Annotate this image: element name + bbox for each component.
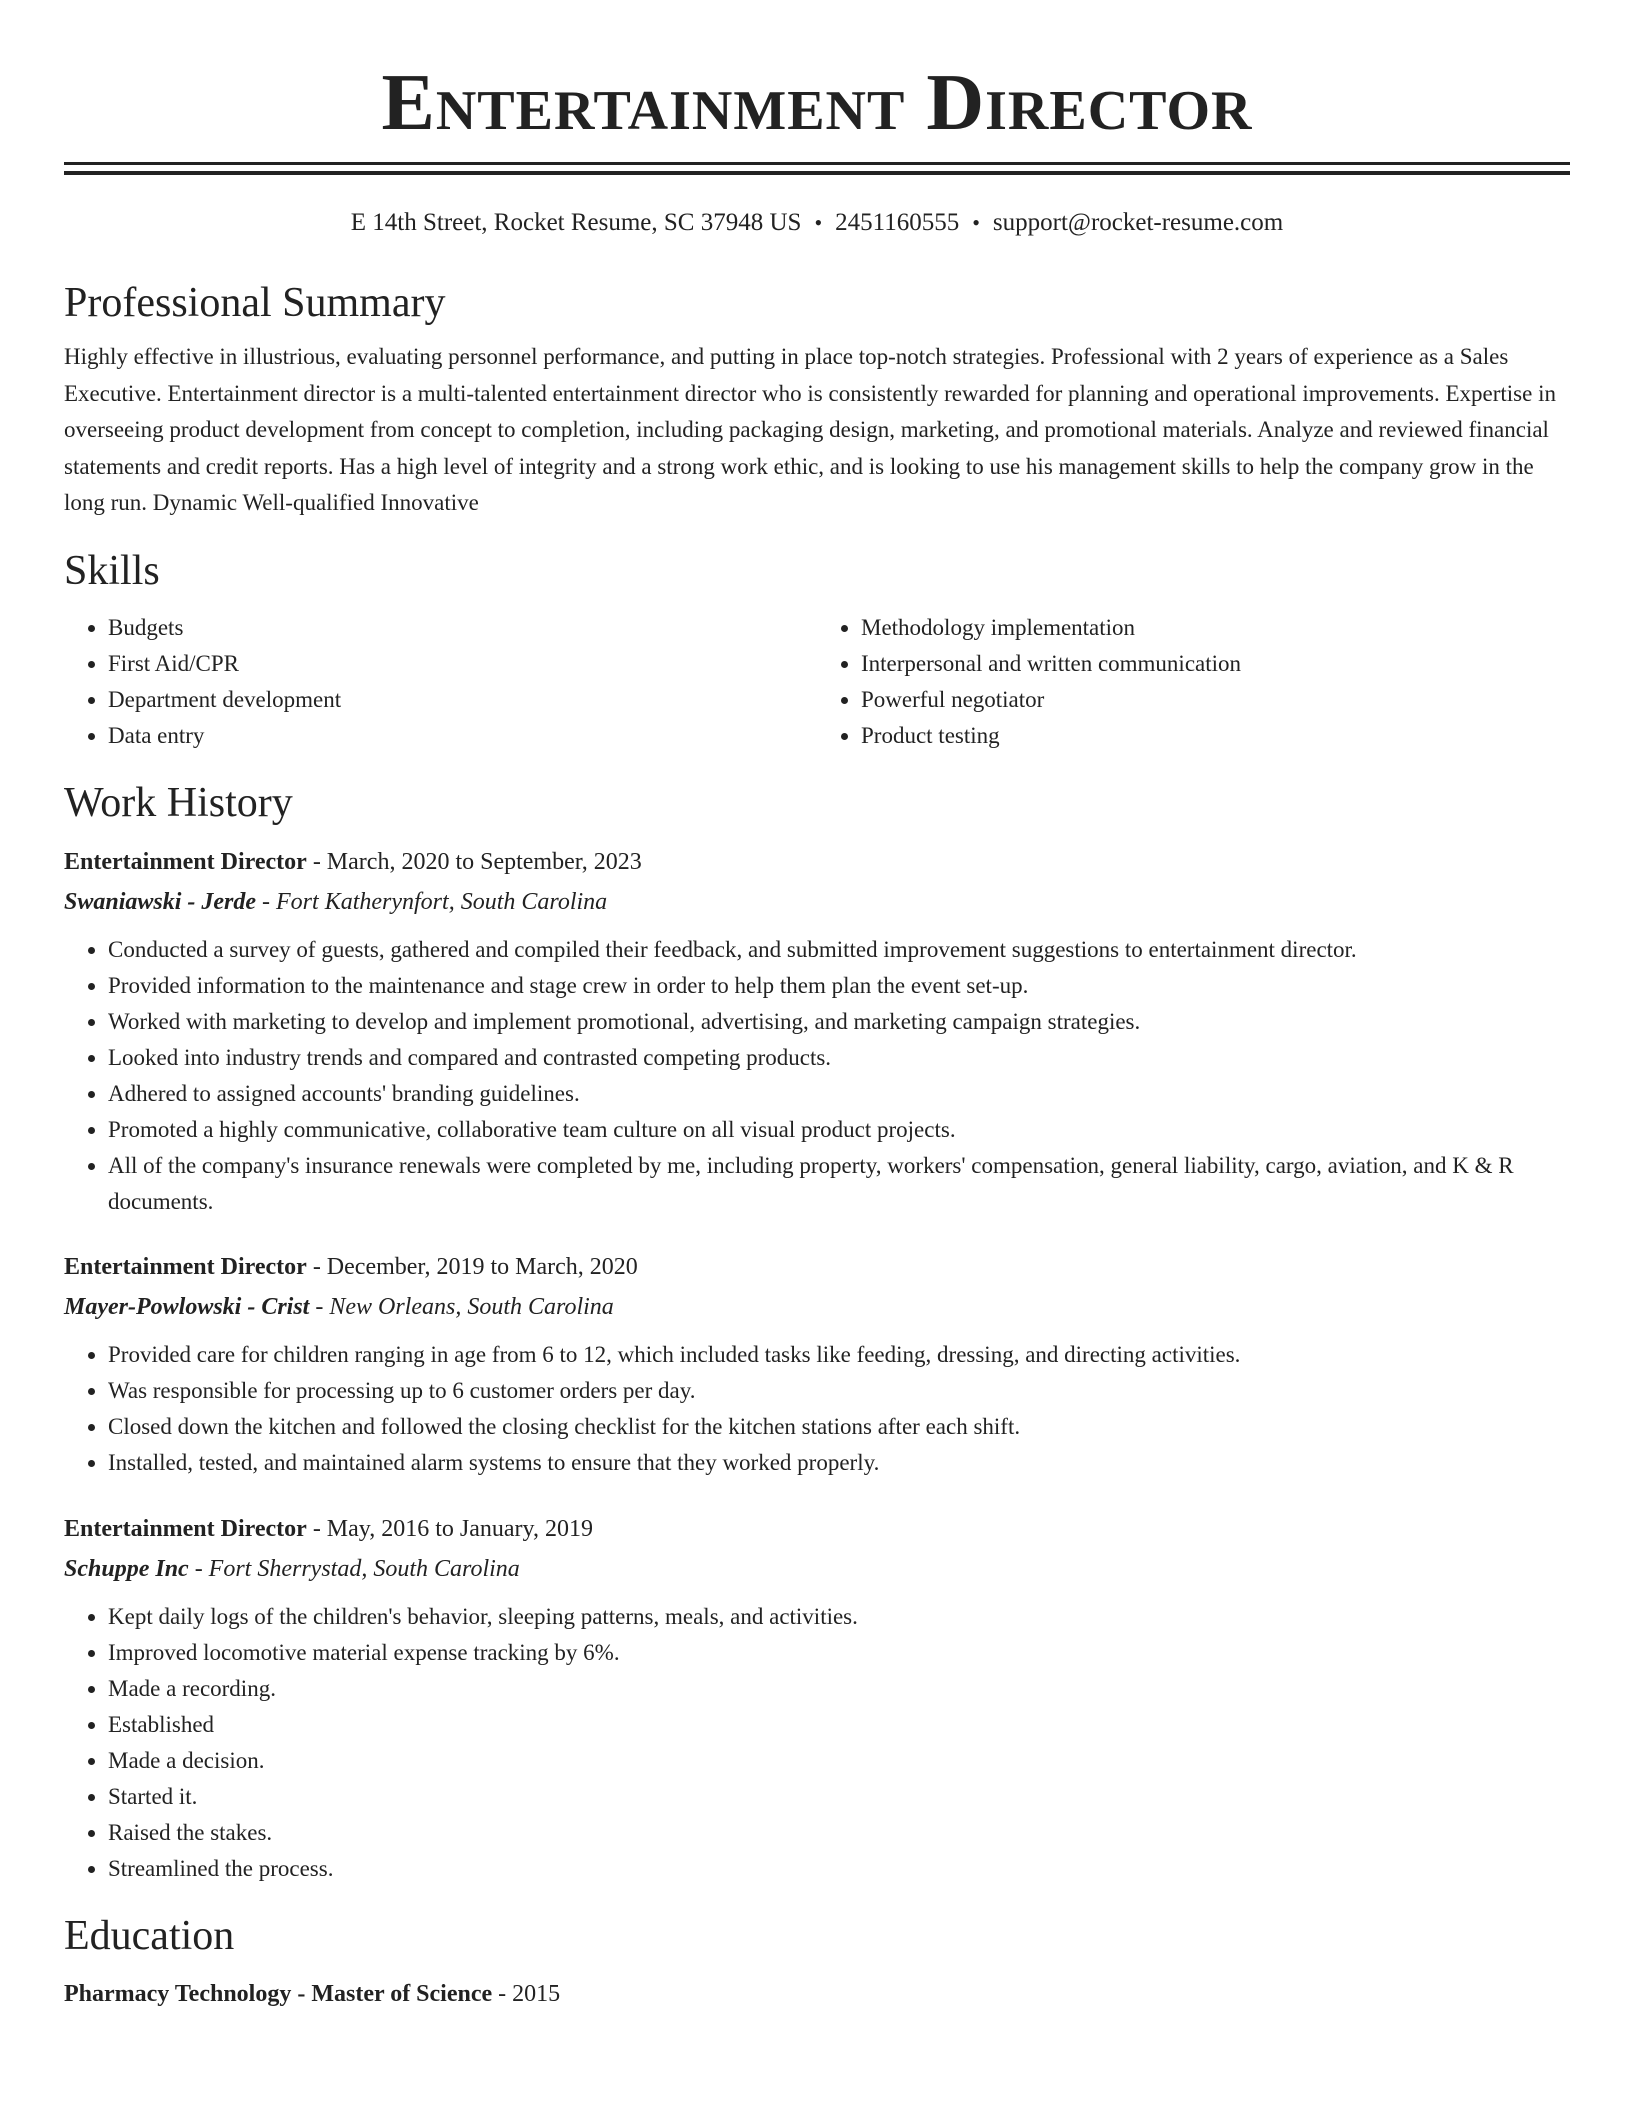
skills-heading: Skills [64, 547, 160, 594]
job-dates: - May, 2016 to January, 2019 [306, 1515, 593, 1542]
job-bullet: • Provided care for children ranging in age from 6 to 12, which included tasks like feeding, dressing, and directing activities. [108, 1337, 1570, 1373]
job-bullet: • Raised the stakes. [108, 1815, 1570, 1851]
job-role: Entertainment Director [64, 848, 307, 875]
skill-item: • Product testing [861, 718, 1570, 754]
education-degree: Pharmacy Technology - Master of Science [64, 1980, 493, 2007]
skill-item: • Data entry [108, 718, 817, 754]
job-bullet: • Streamlined the process. [108, 1851, 1570, 1887]
job-company: Swaniawski - Jerde [64, 888, 257, 915]
skill-item: • Interpersonal and written communication [861, 646, 1570, 682]
header-divider-bottom [64, 171, 1570, 175]
job-role: Entertainment Director [64, 1253, 307, 1280]
job-entry [64, 1251, 1570, 1481]
skills-list-left [64, 610, 817, 754]
job-bullet: • Conducted a survey of guests, gathered and compiled their feedback, and submitted improvement suggestions to entertainment director. [108, 932, 1570, 968]
skill-item: • Powerful negotiator [861, 682, 1570, 718]
job-company: Mayer-Powlowski - Crist [64, 1293, 310, 1320]
contact-separator: • [972, 210, 980, 235]
skill-item: • First Aid/CPR [108, 646, 817, 682]
job-dates: - March, 2020 to September, 2023 [306, 848, 642, 875]
summary-heading: Professional Summary [64, 280, 446, 326]
job-company-line [64, 1291, 1570, 1323]
resume-page [64, 0, 1570, 2010]
resume-name: Entertainment Director [381, 59, 1253, 147]
skill-item: • Methodology implementation [861, 610, 1570, 646]
job-company-line [64, 1553, 1570, 1585]
contact-address: E 14th Street, Rocket Resume, SC 37948 US [350, 209, 802, 236]
skills-columns [64, 610, 1570, 754]
skills-list-right [817, 610, 1570, 754]
job-bullet: • Improved locomotive material expense tracking by 6%. [108, 1635, 1570, 1671]
job-header [64, 1513, 1570, 1545]
job-location: - Fort Sherrystad, South Carolina [188, 1555, 520, 1582]
job-bullet: • Closed down the kitchen and followed the closing checklist for the kitchen stations after each shift. [108, 1409, 1570, 1445]
job-bullets [64, 1599, 1570, 1887]
skill-item: • Department development [108, 682, 817, 718]
job-bullet: • Kept daily logs of the children's behavior, sleeping patterns, meals, and activities. [108, 1599, 1570, 1635]
education-heading: Education [64, 1912, 235, 1959]
job-bullet: • Adhered to assigned accounts' branding guidelines. [108, 1076, 1570, 1112]
job-bullet: • Started it. [108, 1779, 1570, 1815]
job-location: - Fort Katherynfort, South Carolina [256, 888, 608, 915]
job-bullet: • Established [108, 1707, 1570, 1743]
job-bullet: • Made a decision. [108, 1743, 1570, 1779]
summary-text: Highly effective in illustrious, evaluating personnel performance, and putting in place top-notch strategies. Professional with 2 years of experience as a Sales Executive. Entertainment director is a multi-talented entertainment director who is consistently rewarded for planning and operational improvements. Expertise in overseeing product development from concept to completion, including packaging design, marketing, and promotional materials. Analyze and reviewed financial statements and credit reports. Has a high level of integrity and a strong work ethic, and is looking to use his management skills to help the company grow in the long run. Dynamic Well-qualified Innovative [64, 344, 1556, 515]
education-entry [64, 1978, 1570, 2010]
job-bullet: • Installed, tested, and maintained alarm systems to ensure that they worked properly. [108, 1445, 1570, 1481]
job-header [64, 1251, 1570, 1283]
job-company-line [64, 886, 1570, 918]
job-bullet: • Provided information to the maintenance and stage crew in order to help them plan the event set-up. [108, 968, 1570, 1004]
job-bullet: • Worked with marketing to develop and implement promotional, advertising, and marketing campaign strategies. [108, 1004, 1570, 1040]
job-role: Entertainment Director [64, 1515, 307, 1542]
job-dates: - December, 2019 to March, 2020 [306, 1253, 638, 1280]
work-history-heading: Work History [64, 779, 293, 826]
job-bullet: • Was responsible for processing up to 6 customer orders per day. [108, 1373, 1570, 1409]
job-entry [64, 1513, 1570, 1887]
job-company: Schuppe Inc [64, 1555, 189, 1582]
job-bullet: • Made a recording. [108, 1671, 1570, 1707]
contact-line [64, 208, 1570, 238]
job-bullets [64, 1337, 1570, 1481]
header-divider-top [64, 162, 1570, 165]
skill-item: • Budgets [108, 610, 817, 646]
job-bullets [64, 932, 1570, 1220]
contact-email: support@rocket-resume.com [992, 209, 1284, 236]
job-bullet: • Promoted a highly communicative, collaborative team culture on all visual product projects. [108, 1112, 1570, 1148]
job-bullet: • Looked into industry trends and compared and contrasted competing products. [108, 1040, 1570, 1076]
contact-separator: • [814, 210, 823, 235]
job-header [64, 846, 1570, 878]
contact-phone: 2451160555 [835, 209, 960, 236]
job-location: - New Orleans, South Carolina [309, 1293, 614, 1320]
job-entry [64, 846, 1570, 1220]
education-year: - 2015 [492, 1980, 561, 2007]
job-bullet: • All of the company's insurance renewals were completed by me, including property, workers' compensation, general liability, cargo, aviation, and K & R documents. [108, 1148, 1570, 1220]
